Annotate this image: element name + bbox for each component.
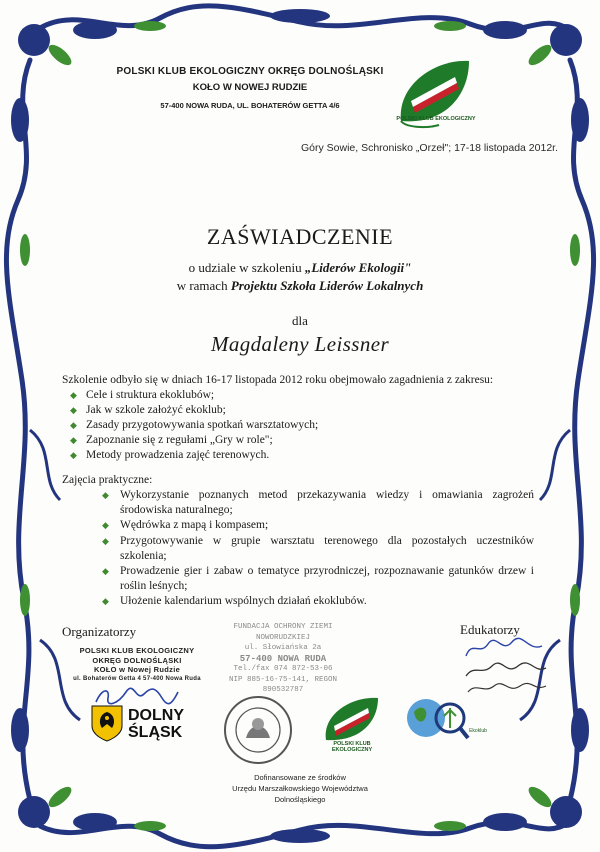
club-stamp-line4: ul. Bohaterów Getta 4 57-400 Nowa Ruda — [73, 675, 201, 682]
foundation-seal-icon — [222, 694, 294, 766]
club-stamp-line3: KOŁO w Nowej Rudzie — [93, 665, 181, 674]
subtitle-line2-emph: Projektu Szkoła Liderów Lokalnych — [230, 278, 424, 293]
subtitle-line1-prefix: o udziale w szkoleniu — [188, 260, 305, 275]
for-label: dla — [292, 313, 308, 328]
list-item: ◆ Cele i struktura ekoklubów; — [70, 388, 318, 403]
list-item: ◆ Zasady przygotowywania spotkań warsztatowych; — [70, 418, 318, 433]
dolny-slask-line2: ŚLĄSK — [128, 724, 183, 741]
practical-list — [102, 488, 534, 610]
subtitle-line1 — [0, 260, 600, 276]
educator-signatures — [462, 636, 552, 698]
list-item: ◆ Wędrówka z mapą i kompasem; — [102, 518, 534, 533]
funding-note — [200, 772, 400, 805]
list-item: ◆ Zapoznanie się z regułami „Gry w role"; — [70, 433, 318, 448]
foundation-stamp-line3: 57-400 NOWA RUDA — [239, 653, 327, 664]
funding-line2: Urzędu Marszałkowskiego Województwa — [232, 784, 368, 793]
subtitle-line1-emph: „Liderów Ekologii" — [304, 260, 412, 275]
dolny-slask-logo — [128, 707, 184, 741]
pke-logo-top-label: POLSKI KLUB EKOLOGICZNY — [396, 116, 476, 122]
org-header-address: 57-400 NOWA RUDA, UL. BOHATERÓW GETTA 4/6 — [160, 101, 340, 110]
club-stamp-line1: POLSKI KLUB EKOLOGICZNY — [79, 646, 195, 655]
list-item: ◆ Przygotowywanie w grupie warsztatu terenowego dla pozostałych uczestników szkolenia; — [102, 534, 534, 564]
foundation-stamp-line5: NIP 885-16-75-141, REGON 890532787 — [228, 675, 338, 694]
ekoklub-logo-icon — [404, 694, 470, 746]
foundation-stamp-line1: FUNDACJA OCHRONY ZIEMI NOWORUDZKIEJ — [233, 623, 333, 642]
funding-line1: Dofinansowane ze środków — [254, 773, 346, 782]
club-stamp — [62, 646, 212, 684]
ekoklub-label: Ekoklub — [469, 728, 487, 734]
org-header-line2: KOŁO W NOWEJ RUDZIE — [192, 82, 308, 93]
subtitle-line2-prefix: w ramach — [176, 278, 231, 293]
organizers-label: Organizatorzy — [62, 624, 137, 639]
recipient-name: Magdaleny Leissner — [210, 332, 390, 356]
pke-logo-bottom-label: POLSKI KLUB EKOLOGICZNY — [331, 741, 373, 753]
practical-label: Zajęcia praktyczne: — [62, 474, 153, 486]
certificate-title: ZAŚWIADCZENIE — [206, 224, 394, 249]
funding-line3: Dolnośląskiego — [274, 795, 326, 804]
topics-list — [70, 388, 318, 463]
list-item: ◆ Ułożenie kalendarium wspólnych działań ekoklubów. — [102, 594, 534, 609]
foundation-stamp-line4: Tel./fax 074 872-53-06 — [233, 665, 333, 673]
subtitle-line2 — [0, 278, 600, 294]
pke-logo-bottom — [322, 694, 382, 744]
foundation-stamp — [208, 622, 358, 696]
org-header-line1: POLSKI KLUB EKOLOGICZNY OKRĘG DOLNOŚLĄSKI — [116, 66, 384, 77]
list-item: ◆ Wykorzystanie poznanych metod przekazywania wiedzy i omawiania zagrożeń środowiska naturalnego; — [102, 488, 534, 518]
intro-text: Szkolenie odbyło się w dniach 16-17 listopada 2012 roku obejmowało zagadnienia z zakresu: — [62, 374, 494, 386]
educators-label: Edukatorzy — [460, 622, 520, 637]
foundation-stamp-line2: ul. Słowiańska 2a — [244, 644, 322, 652]
club-stamp-line2: OKRĘG DOLNOŚLĄSKI — [92, 655, 182, 665]
list-item: ◆ Jak w szkole założyć ekoklub; — [70, 403, 318, 418]
list-item: ◆ Prowadzenie gier i zabaw o tematyce przyrodniczej, rozpoznawanie gatunków drzew i roślin leśnych; — [102, 564, 534, 594]
dolny-slask-crest-icon — [90, 704, 124, 742]
place-date: Góry Sowie, Schronisko „Orzeł"; 17-18 listopada 2012r. — [300, 142, 558, 154]
list-item: ◆ Metody prowadzenia zajęć terenowych. — [70, 448, 318, 463]
dolny-slask-line1: DOLNY — [128, 707, 184, 724]
